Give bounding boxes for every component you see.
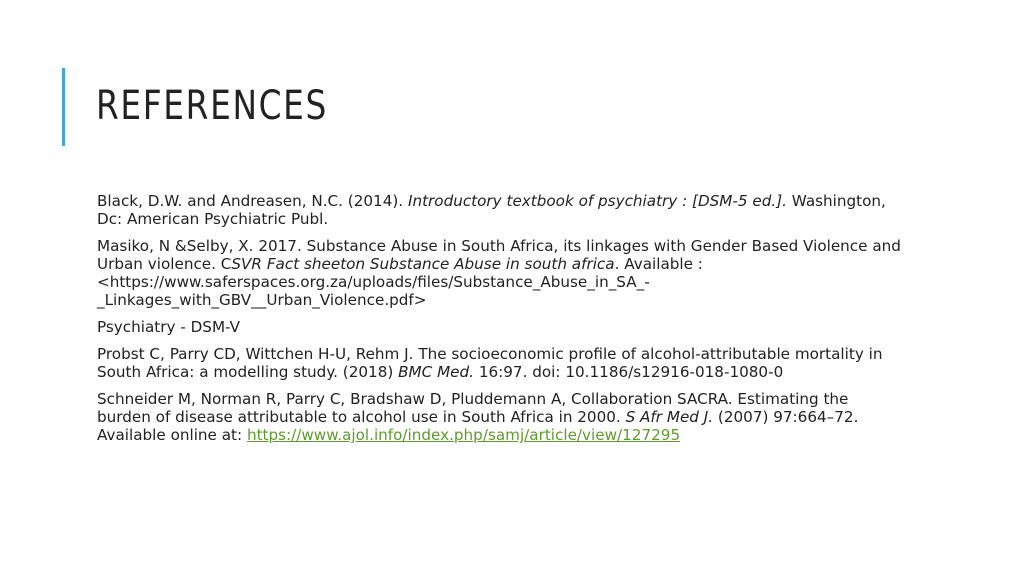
reference-item-masiko-selby xyxy=(97,237,907,309)
title-accent-bar xyxy=(62,68,65,146)
reference-item-schneider xyxy=(97,390,907,444)
reference-text: 16:97. doi: 10.1186/s12916-018-1080-0 xyxy=(474,363,784,381)
reference-text: Masiko, N &Selby, X. 2017. Substance Abuse in South Africa, its linkages with Gender Based Violence and Urban violence. C xyxy=(97,237,901,273)
reference-journal: BMC Med. xyxy=(398,363,474,381)
reference-text: Schneider M, Norman R, Parry C, Bradshaw D, Pluddemann A, Collaboration SACRA. Estimating the burden of disease attributable to alcohol use in South Africa in 2000. xyxy=(97,390,849,426)
reference-title: Introductory textbook of psychiatry : [DSM-5 ed.]. xyxy=(407,192,787,210)
reference-journal: S Afr Med J. xyxy=(625,408,714,426)
references-list xyxy=(97,192,907,453)
reference-item-black-andreasen xyxy=(97,192,907,228)
reference-text: . Available : <https://www.saferspaces.org.za/uploads/files/Substance_Abuse_in_SA_-_Linkages_with_GBV__Urban_Violence.pdf> xyxy=(97,255,703,309)
reference-item-probst xyxy=(97,345,907,381)
page-title: REFERENCES xyxy=(96,83,329,129)
reference-text: Psychiatry - DSM-V xyxy=(97,318,241,336)
reference-link[interactable]: https://www.ajol.info/index.php/samj/article/view/127295 xyxy=(246,426,681,444)
reference-text: (2007) 97:664–72. Available online at: xyxy=(97,408,859,444)
reference-title: SVR Fact sheeton Substance Abuse in south africa xyxy=(231,255,615,273)
reference-item-psychiatry-dsm xyxy=(97,318,907,336)
reference-text: Probst C, Parry CD, Wittchen H-U, Rehm J. The socioeconomic profile of alcohol-attributable mortality in South Africa: a modelling study. (2018) xyxy=(97,345,883,381)
reference-text: Black, D.W. and Andreasen, N.C. (2014). xyxy=(97,192,408,210)
reference-text: Washington, Dc: American Psychiatric Publ. xyxy=(97,192,886,228)
